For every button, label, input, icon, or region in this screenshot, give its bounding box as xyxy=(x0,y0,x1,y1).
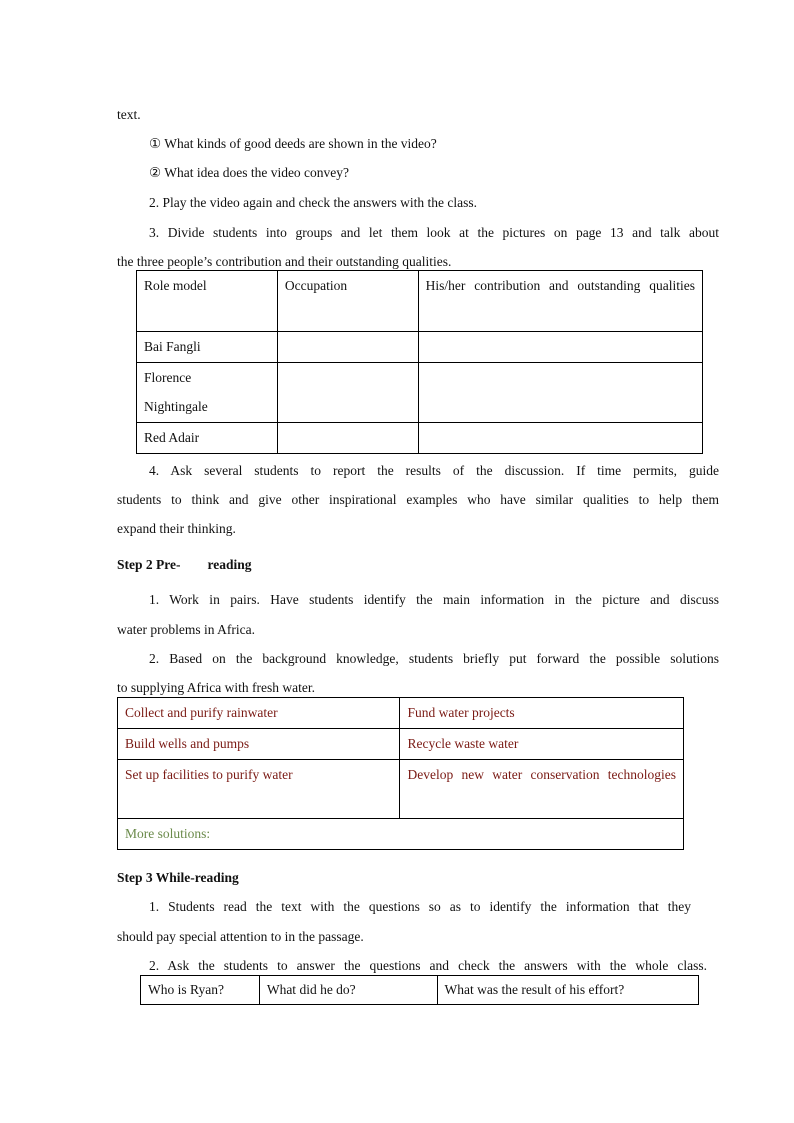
table-header-row xyxy=(141,976,699,1005)
paragraph-3-line-1: 3. Divide students into groups and let them look at the pictures on page 13 and talk about xyxy=(149,225,719,240)
table-row xyxy=(118,819,684,850)
step-3-paragraph-1-line-1: 1. Students read the text with the questions so as to identify the information that they xyxy=(149,899,691,914)
role-occupation xyxy=(277,423,418,454)
header-role-model: Role model xyxy=(137,271,278,332)
table-row xyxy=(118,729,684,760)
header-result-of-effort: What was the result of his effort? xyxy=(437,976,699,1005)
question-1: ① What kinds of good deeds are shown in the video? xyxy=(149,136,437,151)
more-solutions-cell: More solutions: xyxy=(118,819,684,850)
solution-cell: Collect and purify rainwater xyxy=(118,698,400,729)
role-name: Bai Fangli xyxy=(137,332,278,363)
step-2-paragraph-2-line-1: 2. Based on the background knowledge, students briefly put forward the possible solutions xyxy=(149,651,719,666)
role-contribution xyxy=(418,332,702,363)
role-occupation xyxy=(277,332,418,363)
step-2-paragraph-1-line-1: 1. Work in pairs. Have students identify the main information in the picture and discuss xyxy=(149,592,719,607)
step-2-paragraph-1-line-2: water problems in Africa. xyxy=(117,622,255,637)
role-name: Florence Nightingale xyxy=(137,363,278,423)
header-who-is-ryan: Who is Ryan? xyxy=(141,976,260,1005)
solution-cell: Set up facilities to purify water xyxy=(118,760,400,819)
paragraph-4-line-1: 4. Ask several students to report the results of the discussion. If time permits, guide xyxy=(149,463,719,478)
step-2-heading: Step 2 Pre- reading xyxy=(117,557,252,572)
step-3-paragraph-1-line-2: should pay special attention to in the passage. xyxy=(117,929,364,944)
header-contribution: His/her contribution and outstanding qualities xyxy=(418,271,702,332)
table-row xyxy=(137,363,703,423)
solution-cell: Fund water projects xyxy=(400,698,684,729)
step-3-heading: Step 3 While-reading xyxy=(117,870,239,885)
role-name: Red Adair xyxy=(137,423,278,454)
paragraph-4-line-3: expand their thinking. xyxy=(117,521,236,536)
table-row xyxy=(137,423,703,454)
table-header-row xyxy=(137,271,703,332)
header-occupation: Occupation xyxy=(277,271,418,332)
paragraph-3-line-2: the three people’s contribution and their outstanding qualities. xyxy=(117,254,452,269)
solution-cell: Build wells and pumps xyxy=(118,729,400,760)
table-row xyxy=(137,332,703,363)
intro-text-end: text. xyxy=(117,107,141,122)
header-what-did-he-do: What did he do? xyxy=(259,976,437,1005)
role-occupation xyxy=(277,363,418,423)
table-row xyxy=(118,698,684,729)
solution-cell: Recycle waste water xyxy=(400,729,684,760)
step-2-paragraph-2-line-2: to supplying Africa with fresh water. xyxy=(117,680,315,695)
paragraph-2: 2. Play the video again and check the answers with the class. xyxy=(149,195,478,210)
question-2: ② What idea does the video convey? xyxy=(149,165,350,180)
table-row xyxy=(118,760,684,819)
solution-cell: Develop new water conservation technologies xyxy=(400,760,684,819)
role-model-table xyxy=(136,270,703,454)
ryan-table xyxy=(140,975,699,1005)
solutions-table xyxy=(117,697,684,850)
step-3-paragraph-2: 2. Ask the students to answer the questions and check the answers with the whole class. xyxy=(149,958,707,973)
role-contribution xyxy=(418,423,702,454)
role-contribution xyxy=(418,363,702,423)
paragraph-4-line-2: students to think and give other inspirational examples who have similar qualities to help them xyxy=(117,492,719,507)
